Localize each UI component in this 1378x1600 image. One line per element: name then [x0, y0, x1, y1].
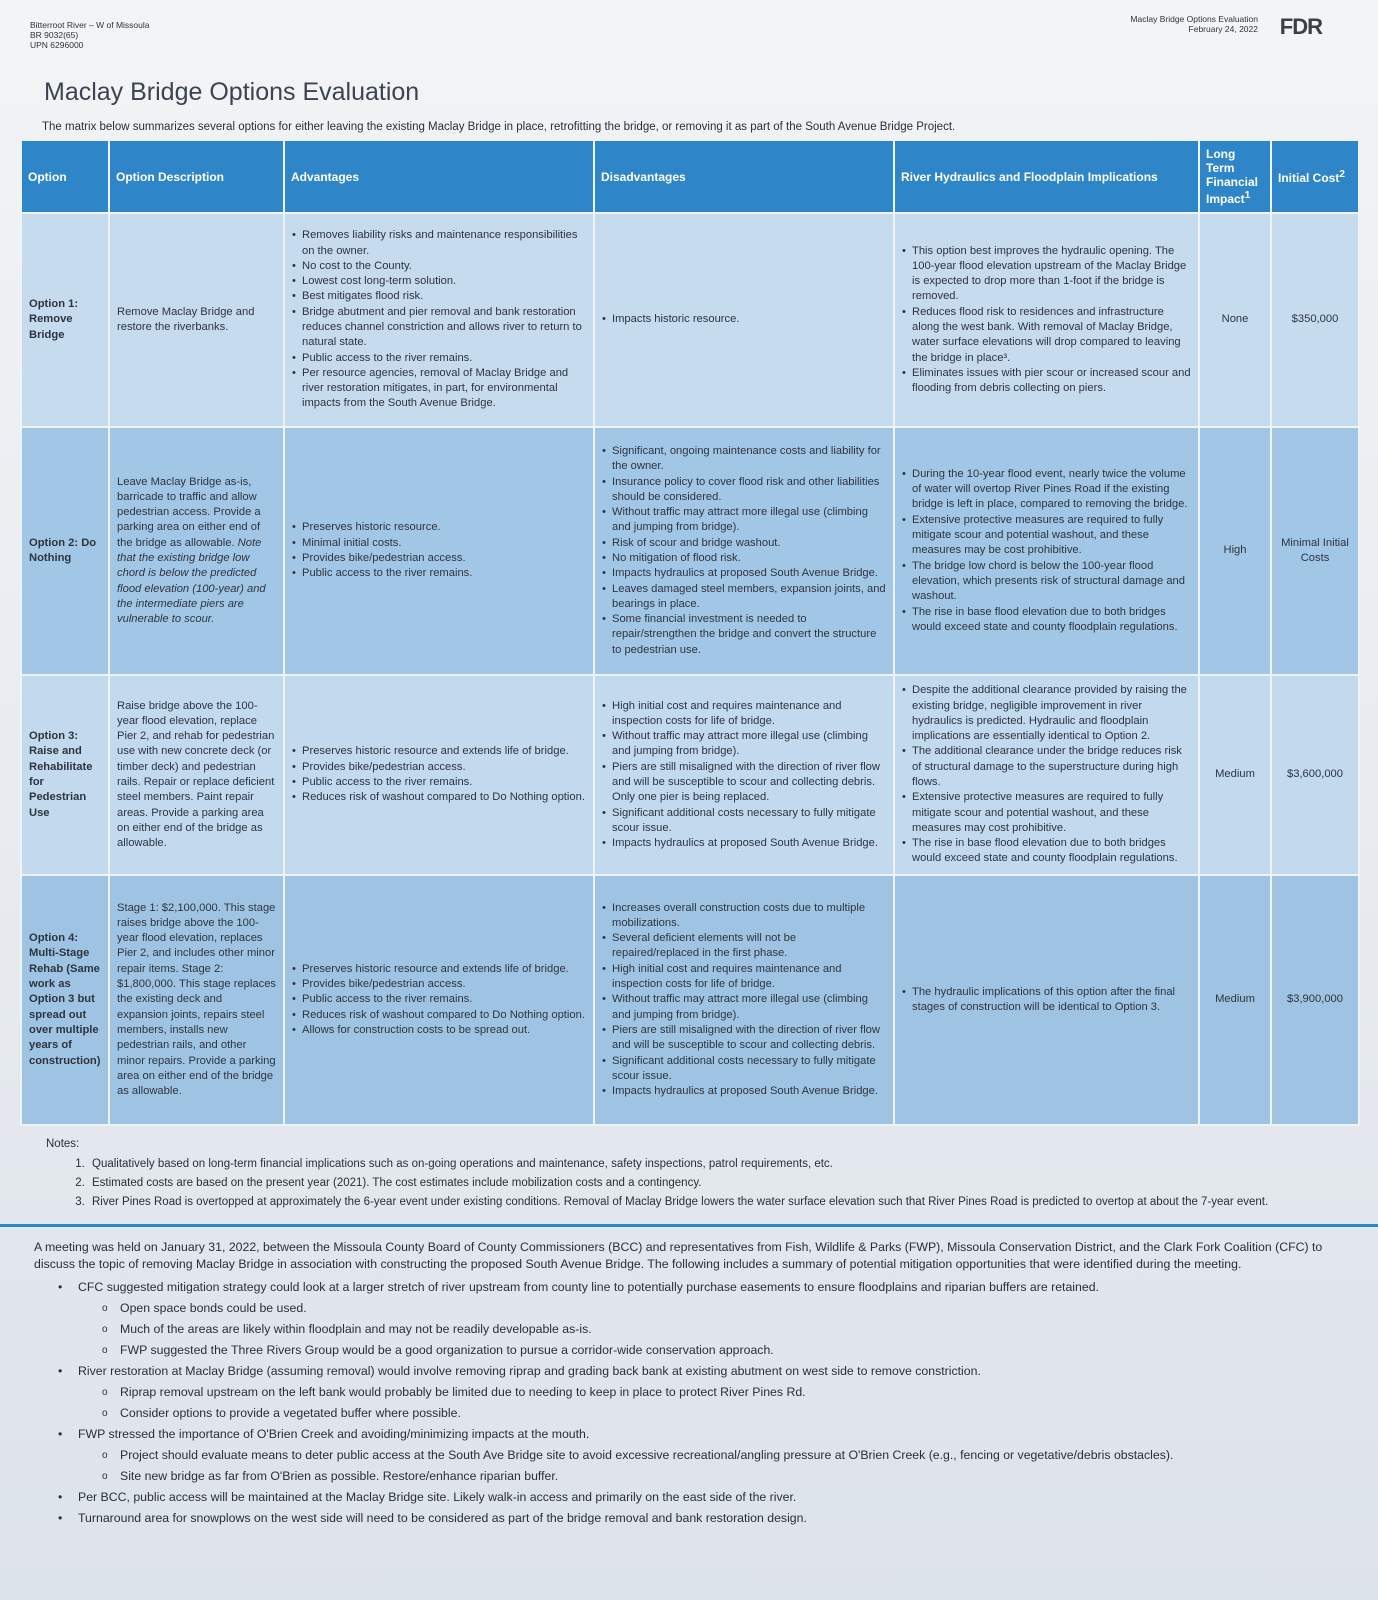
- bullet-item: • Significant additional costs necessary to fully mitigate scour issue.: [602, 1054, 886, 1085]
- meeting-sub-list: [102, 1300, 1354, 1359]
- bullet-item: • Significant, ongoing maintenance costs and liability for the owner.: [602, 444, 886, 475]
- initial-cost-cell: $350,000: [1271, 213, 1359, 427]
- advantages-cell: [284, 427, 594, 675]
- hydraulics-cell: [894, 875, 1199, 1125]
- bullet-item: • This option best improves the hydraulic opening. The 100-year flood elevation upstream of the Maclay Bridge is expected to drop more than 1-foot if the bridge is removed.: [902, 244, 1191, 305]
- bullet-item: • Reduces flood risk to residences and infrastructure along the west bank. With removal of Maclay Bridge, water surface elevations will drop compared to leaving the bridge in place³.: [902, 305, 1191, 366]
- bullet-item: • No mitigation of flood risk.: [602, 551, 886, 566]
- hydraulics-list: [902, 467, 1191, 635]
- bullet-item: • Preserves historic resource and extends life of bridge.: [292, 962, 586, 977]
- meeting-bullet: [58, 1363, 1354, 1422]
- disadvantages-cell: [594, 675, 894, 875]
- location-line: BR 9032(65): [30, 30, 79, 40]
- option-description-cell: [109, 875, 284, 1125]
- bullet-item: • Removes liability risks and maintenance responsibilities on the owner.: [292, 228, 586, 259]
- notes-section: [46, 1136, 1358, 1210]
- bullet-item: • The hydraulic implications of this option after the final stages of construction will be identical to Option 3.: [902, 985, 1191, 1016]
- bullet-item: • Best mitigates flood risk.: [292, 289, 586, 304]
- description-note: Note that the existing bridge low chord is below the predicted flood elevation (100-year) and the intermediate piers are vulnerable to scour.: [117, 536, 266, 626]
- initial-cost-label: Initial Cost: [1278, 171, 1340, 185]
- meeting-bullet: [58, 1279, 1354, 1359]
- location-line: Bitterroot River – W of Missoula: [30, 20, 150, 30]
- bullet-item: • Piers are still misaligned with the direction of river flow and will be susceptible to scour and collecting debris. Only one pier is being replaced.: [602, 760, 886, 806]
- advantages-list: [292, 962, 586, 1038]
- bullet-item: • Reduces risk of washout compared to Do Nothing option.: [292, 790, 586, 805]
- footnote-ref: 1: [1244, 190, 1251, 201]
- location-line: UPN 6296000: [30, 40, 84, 50]
- table-row: [21, 427, 1359, 675]
- disadvantages-list: [602, 312, 886, 327]
- hydraulics-cell: [894, 427, 1199, 675]
- note-item: 3. River Pines Road is overtopped at approximately the 6-year event under existing conditions. Removal of Maclay Bridge lowers the water surface elevation such that River Pines Road is predicted to overtop at about the 7-year event.: [88, 1194, 1358, 1210]
- bullet-item: • The bridge low chord is below the 100-year flood elevation, which presents risk of structural damage and washout.: [902, 559, 1191, 605]
- meeting-sub-bullet: o Consider options to provide a vegetated buffer where possible.: [102, 1405, 1354, 1422]
- meeting-sub-bullet: o Site new bridge as far from O'Brien as possible. Restore/enhance riparian buffer.: [102, 1468, 1354, 1485]
- meeting-bullet-text: River restoration at Maclay Bridge (assuming removal) would involve removing riprap and grading back bank at existing abutment on west side to remove constriction.: [78, 1364, 981, 1378]
- long-term-label: Long Term Financial Impact: [1206, 147, 1259, 206]
- bullet-item: • Impacts hydraulics at proposed South Avenue Bridge.: [602, 566, 886, 581]
- bullet-item: • Without traffic may attract more illegal use (climbing and jumping from bridge).: [602, 992, 886, 1023]
- meeting-bullet: [58, 1426, 1354, 1485]
- disadvantages-list: [602, 699, 886, 852]
- meeting-bullet-text: Per BCC, public access will be maintained at the Maclay Bridge site. Likely walk-in access and primarily on the east side of the river.: [78, 1490, 797, 1504]
- option-name-cell: Option 2: Do Nothing: [21, 427, 109, 675]
- option-description-cell: [109, 675, 284, 875]
- description-text: Leave Maclay Bridge as-is, barricade to traffic and allow pedestrian access. Provide a parking area on either end of the bridge as allowable.: [117, 475, 261, 549]
- bullet-item: • Allows for construction costs to be spread out.: [292, 1023, 586, 1038]
- col-header-disadvantages: Disadvantages: [594, 140, 894, 213]
- option-description-cell: [109, 213, 284, 427]
- table-header-row: [21, 140, 1359, 213]
- bullet-item: • Per resource agencies, removal of Maclay Bridge and river restoration mitigates, in part, for environmental impacts from the South Avenue Bridge.: [292, 366, 586, 412]
- bullet-item: • Lowest cost long-term solution.: [292, 274, 586, 289]
- description-text: Remove Maclay Bridge and restore the riverbanks.: [117, 305, 255, 333]
- meeting-bullet-list: [58, 1279, 1354, 1527]
- col-header-option: Option: [21, 140, 109, 213]
- advantages-list: [292, 744, 586, 805]
- disadvantages-list: [602, 901, 886, 1100]
- options-matrix-table: [20, 139, 1360, 1126]
- option-name-cell: Option 3: Raise and Rehabilitate for Pedestrian Use: [21, 675, 109, 875]
- bullet-item: • Impacts hydraulics at proposed South Avenue Bridge.: [602, 836, 886, 851]
- footnote-ref: 2: [1339, 169, 1345, 180]
- col-header-initial-cost: [1271, 140, 1359, 213]
- long-term-impact-cell: None: [1199, 213, 1271, 427]
- bullet-item: • Provides bike/pedestrian access.: [292, 760, 586, 775]
- bullet-item: • Leaves damaged steel members, expansion joints, and bearings in place.: [602, 582, 886, 613]
- initial-cost-cell: $3,900,000: [1271, 875, 1359, 1125]
- bullet-item: • No cost to the County.: [292, 259, 586, 274]
- notes-list: [88, 1156, 1358, 1210]
- page-header: [20, 14, 1358, 70]
- hydraulics-list: [902, 985, 1191, 1016]
- bullet-item: • High initial cost and requires maintenance and inspection costs for life of bridge.: [602, 962, 886, 993]
- bullet-item: • The additional clearance under the bridge reduces risk of structural damage to the superstructure during high flows.: [902, 744, 1191, 790]
- bullet-item: • Increases overall construction costs due to multiple mobilizations.: [602, 901, 886, 932]
- bullet-item: • Bridge abutment and pier removal and bank restoration reduces channel constriction and allows river to return to natural state.: [292, 305, 586, 351]
- meeting-bullet-text: FWP stressed the importance of O'Brien Creek and avoiding/minimizing impacts at the mouth.: [78, 1427, 590, 1441]
- bullet-item: • Minimal initial costs.: [292, 536, 586, 551]
- disadvantages-cell: [594, 875, 894, 1125]
- bullet-item: • Some financial investment is needed to repair/strengthen the bridge and convert the structure to pedestrian use.: [602, 612, 886, 658]
- bullet-item: • Despite the additional clearance provided by raising the existing bridge, negligible improvement in river hydraulics is predicted. Hydraulic and floodplain implications are essentially identical to Option 2.: [902, 683, 1191, 744]
- hydraulics-cell: [894, 675, 1199, 875]
- col-header-advantages: Advantages: [284, 140, 594, 213]
- note-item: 2. Estimated costs are based on the present year (2021). The cost estimates include mobilization costs and a contingency.: [88, 1175, 1358, 1191]
- option-name-cell: Option 4: Multi-Stage Rehab (Same work as Option 3 but spread out over multiple years of construction): [21, 875, 109, 1125]
- bullet-item: • Impacts hydraulics at proposed South Avenue Bridge.: [602, 1084, 886, 1099]
- disadvantages-list: [602, 444, 886, 658]
- bullet-item: • Public access to the river remains.: [292, 566, 586, 581]
- table-row: [21, 675, 1359, 875]
- disadvantages-cell: [594, 213, 894, 427]
- bullet-item: • Public access to the river remains.: [292, 351, 586, 366]
- bullet-item: • Without traffic may attract more illegal use (climbing and jumping from bridge).: [602, 505, 886, 536]
- initial-cost-cell: $3,600,000: [1271, 675, 1359, 875]
- section-divider: [0, 1224, 1378, 1227]
- meeting-sub-bullet: o Project should evaluate means to deter public access at the South Ave Bridge site to avoid excessive recreational/angling pressure at O'Brien Creek (e.g., fencing or vegetative/debris obstacles).: [102, 1447, 1354, 1464]
- project-location: [30, 20, 150, 50]
- meeting-sub-list: [102, 1384, 1354, 1422]
- bullet-item: • Without traffic may attract more illegal use (climbing and jumping from bridge).: [602, 729, 886, 760]
- bullet-item: • Risk of scour and bridge washout.: [602, 536, 886, 551]
- description-text: Stage 1: $2,100,000. This stage raises bridge above the 100-year flood elevation, replaces Pier 2, and includes other minor repair items. Stage 2: $1,800,000. This stage replaces the existing deck and expansion joints, repairs steel members, installs new pedestrian rails, and other minor repairs. Provide a parking area on either end of the bridge as allowable.: [117, 901, 277, 1098]
- hydraulics-list: [902, 683, 1191, 867]
- col-header-description: Option Description: [109, 140, 284, 213]
- col-header-hydraulics: River Hydraulics and Floodplain Implications: [894, 140, 1199, 213]
- bullet-item: • Provides bike/pedestrian access.: [292, 977, 586, 992]
- page-title: Maclay Bridge Options Evaluation: [44, 78, 420, 106]
- header-doc-title: Maclay Bridge Options Evaluation: [1130, 14, 1258, 24]
- meeting-bullet: [58, 1510, 1354, 1527]
- long-term-impact-cell: Medium: [1199, 875, 1271, 1125]
- bullet-item: • Provides bike/pedestrian access.: [292, 551, 586, 566]
- bullet-item: • Significant additional costs necessary to fully mitigate scour issue.: [602, 806, 886, 837]
- company-logo: FDR: [1279, 14, 1322, 39]
- bullet-item: • During the 10-year flood event, nearly twice the volume of water will overtop River Pines Road if the existing bridge is left in place, compared to removing the bridge.: [902, 467, 1191, 513]
- long-term-impact-cell: Medium: [1199, 675, 1271, 875]
- bullet-item: • Insurance policy to cover flood risk and other liabilities should be considered.: [602, 475, 886, 506]
- table-row: [21, 875, 1359, 1125]
- hydraulics-list: [902, 244, 1191, 397]
- note-item: 1. Qualitatively based on long-term financial implications such as on-going operations and maintenance, safety inspections, patrol requirements, etc.: [88, 1156, 1358, 1172]
- bullet-item: • Preserves historic resource.: [292, 520, 586, 535]
- table-row: [21, 213, 1359, 427]
- bullet-item: • Piers are still misaligned with the direction of river flow and will be susceptible to scour and collecting debris.: [602, 1023, 886, 1054]
- col-header-long-term: [1199, 140, 1271, 213]
- option-description-cell: [109, 427, 284, 675]
- bullet-item: • Public access to the river remains.: [292, 775, 586, 790]
- bullet-item: • Impacts historic resource.: [602, 312, 886, 327]
- bullet-item: • Eliminates issues with pier scour or increased scour and flooding from debris collecting on piers.: [902, 366, 1191, 397]
- advantages-cell: [284, 213, 594, 427]
- header-doc-info: [1130, 14, 1258, 34]
- meeting-sub-bullet: o Riprap removal upstream on the left bank would probably be limited due to needing to keep in place to protect River Pines Rd.: [102, 1384, 1354, 1401]
- meeting-summary: [34, 1239, 1354, 1527]
- hydraulics-cell: [894, 213, 1199, 427]
- meeting-sub-bullet: o FWP suggested the Three Rivers Group would be a good organization to pursue a corridor-wide conservation approach.: [102, 1342, 1354, 1359]
- advantages-cell: [284, 875, 594, 1125]
- bullet-item: • High initial cost and requires maintenance and inspection costs for life of bridge.: [602, 699, 886, 730]
- meeting-sub-bullet: o Open space bonds could be used.: [102, 1300, 1354, 1317]
- long-term-impact-cell: High: [1199, 427, 1271, 675]
- advantages-cell: [284, 675, 594, 875]
- bullet-item: • Extensive protective measures are required to fully mitigate scour and potential washout, and these measures may cost prohibitive.: [902, 790, 1191, 836]
- meeting-sub-list: [102, 1447, 1354, 1485]
- description-text: Raise bridge above the 100-year flood elevation, replace Pier 2, and rehab for pedestrian use with new concrete deck (or timber deck) and pedestrian rails. Repair or replace deficient steel members. Paint repair areas. Provide a parking area on either end of the bridge as allowable.: [117, 699, 275, 850]
- header-date: February 24, 2022: [1188, 24, 1258, 34]
- meeting-intro: A meeting was held on January 31, 2022, between the Missoula County Board of County Commissioners (BCC) and representatives from Fish, Wildlife & Parks (FWP), Missoula Conservation District, and the Clark Fork Coalition (CFC) to discuss the topic of removing Maclay Bridge in association with constructing the proposed South Avenue Bridge. The following includes a summary of potential mitigation opportunities that were identified during the meeting.: [34, 1240, 1323, 1271]
- bullet-item: • Preserves historic resource and extends life of bridge.: [292, 744, 586, 759]
- meeting-bullet: [58, 1489, 1354, 1506]
- bullet-item: • Reduces risk of washout compared to Do Nothing option.: [292, 1008, 586, 1023]
- meeting-bullet-text: Turnaround area for snowplows on the west side will need to be considered as part of the bridge removal and bank restoration design.: [78, 1511, 807, 1525]
- bullet-item: • The rise in base flood elevation due to both bridges would exceed state and county floodplain regulations.: [902, 836, 1191, 867]
- bullet-item: • Public access to the river remains.: [292, 992, 586, 1007]
- intro-text: The matrix below summarizes several options for either leaving the existing Maclay Bridge in place, retrofitting the bridge, or removing it as part of the South Avenue Bridge Project.: [42, 121, 956, 133]
- disadvantages-cell: [594, 427, 894, 675]
- initial-cost-cell: Minimal Initial Costs: [1271, 427, 1359, 675]
- meeting-sub-bullet: o Much of the areas are likely within floodplain and may not be readily developable as-is.: [102, 1321, 1354, 1338]
- advantages-list: [292, 228, 586, 412]
- bullet-item: • Several deficient elements will not be repaired/replaced in the first phase.: [602, 931, 886, 962]
- bullet-item: • Extensive protective measures are required to fully mitigate scour and potential washout, and these measures may be cost prohibitive.: [902, 513, 1191, 559]
- meeting-bullet-text: CFC suggested mitigation strategy could look at a larger stretch of river upstream from county line to potentially purchase easements to ensure floodplains and riparian buffers are retained.: [78, 1280, 1099, 1294]
- bullet-item: • The rise in base flood elevation due to both bridges would exceed state and county floodplain regulations.: [902, 605, 1191, 636]
- notes-label: Notes:: [46, 1138, 80, 1150]
- option-name-cell: Option 1: Remove Bridge: [21, 213, 109, 427]
- advantages-list: [292, 520, 586, 581]
